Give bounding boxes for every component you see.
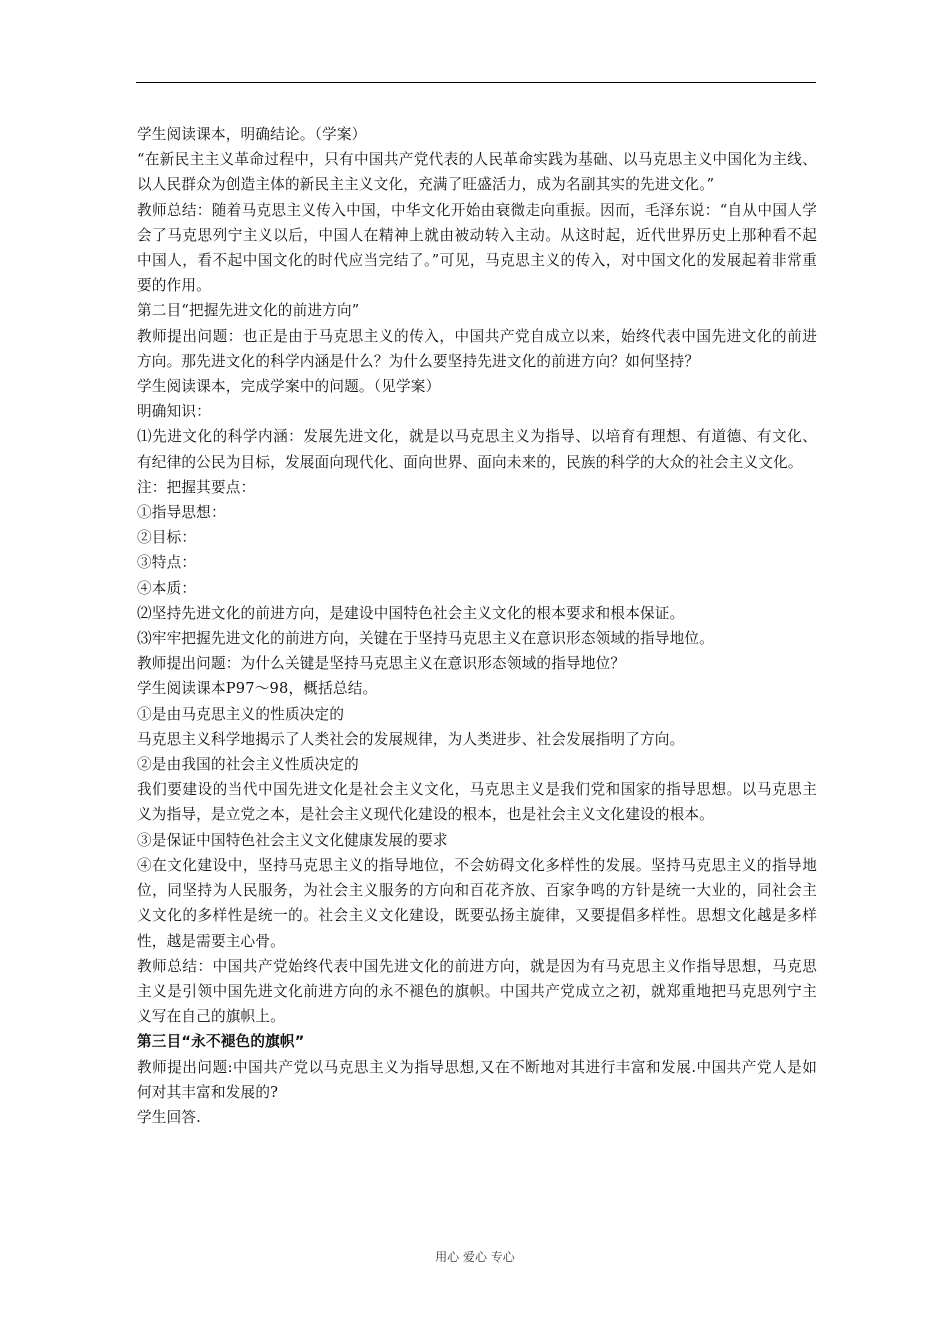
section-heading-bold: 第三目“永不褪色的旗帜”: [137, 1033, 305, 1051]
paragraph: 学生阅读课本，完成学案中的问题。（见学案）: [137, 378, 441, 396]
header-rule: [136, 82, 816, 83]
document-body: [137, 122, 817, 1130]
list-item: ①指导思想：: [137, 504, 226, 522]
paragraph: ⑴先进文化的科学内涵：发展先进文化，就是以马克思主义为指导、以培育有理想、有道德、有文化、有纪律的公民为目标，发展面向现代化、面向世界、面向未来的，民族的科学的大众的社会主义文化。: [137, 428, 817, 471]
paragraph: 我们要建设的当代中国先进文化是社会主义文化，马克思主义是我们党和国家的指导思想。以马克思主义为指导，是立党之本，是社会主义现代化建设的根本，也是社会主义文化建设的根本。: [137, 781, 817, 824]
section-heading: 第二目“把握先进文化的前进方向”: [137, 302, 360, 320]
list-item: ①是由马克思主义的性质决定的: [137, 705, 345, 723]
paragraph: 教师提出问题：也正是由于马克思主义的传入，中国共产党自成立以来，始终代表中国先进文化的前进方向。那先进文化的科学内涵是什么？为什么要坚持先进文化的前进方向？如何坚持？: [137, 327, 817, 370]
paragraph: 教师提出问题:中国共产党以马克思主义为指导思想,又在不断地对其进行丰富和发展.中国共产党人是如何对其丰富和发展的?: [137, 1058, 817, 1101]
paragraph: “在新民主主义革命过程中，只有中国共产党代表的人民革命实践为基础、以马克思主义中国化为主线、以人民群众为创造主体的新民主主义文化，充满了旺盛活力，成为名副其实的先进文化。”: [137, 151, 817, 194]
page-footer: 用心 爱心 专心: [435, 1250, 515, 1264]
paragraph: 教师提出问题：为什么关键是坚持马克思主义在意识形态领域的指导地位？: [137, 655, 626, 673]
list-item: ③是保证中国特色社会主义文化健康发展的要求: [137, 831, 448, 849]
list-item: ②是由我国的社会主义性质决定的: [137, 756, 359, 774]
paragraph: ⑶牢牢把握先进文化的前进方向，关键在于坚持马克思主义在意识形态领域的指导地位。: [137, 630, 714, 648]
paragraph: 学生回答.: [137, 1108, 202, 1126]
list-item: ③特点：: [137, 554, 197, 572]
paragraph: 学生阅读课本P97～98，概括总结。: [137, 680, 378, 698]
list-item: ④本质：: [137, 579, 197, 597]
paragraph: 马克思主义科学地揭示了人类社会的发展规律，为人类进步、社会发展指明了方向。: [137, 730, 685, 748]
list-item: ④在文化建设中，坚持马克思主义的指导地位，不会妨碍文化多样性的发展。坚持马克思主义的指导地位，同坚持为人民服务，为社会主义服务的方向和百花齐放、百家争鸣的方针是统一大业的，同社会主义文化的多样性是统一的。社会主义文化建设，既要弘扬主旋律，又要提倡多样性。思想文化越是多样性，越是需要主心骨。: [137, 856, 817, 950]
paragraph: ⑵坚持先进文化的前进方向，是建设中国特色社会主义文化的根本要求和根本保证。: [137, 604, 685, 622]
paragraph: 教师总结：中国共产党始终代表中国先进文化的前进方向，就是因为有马克思主义作指导思想，马克思主义是引领中国先进文化前进方向的永不褪色的旗帜。中国共产党成立之初，就郑重地把马克思列宁主义写在自己的旗帜上。: [137, 957, 817, 1026]
paragraph: 学生阅读课本，明确结论。（学案）: [137, 126, 367, 143]
paragraph: 教师总结：随着马克思主义传入中国，中华文化开始由衰微走向重振。因而，毛泽东说：“自从中国人学会了马克思列宁主义以后，中国人在精神上就由被动转入主动。从这时起，近代世界历史上那种看不起中国人，看不起中国文化的时代应当完结了。”可见，马克思主义的传入，对中国文化的发展起着非常重要的作用。: [137, 201, 817, 295]
paragraph: 明确知识：: [137, 403, 211, 421]
paragraph: 注：把握其要点：: [137, 478, 256, 496]
list-item: ②目标：: [137, 529, 197, 547]
